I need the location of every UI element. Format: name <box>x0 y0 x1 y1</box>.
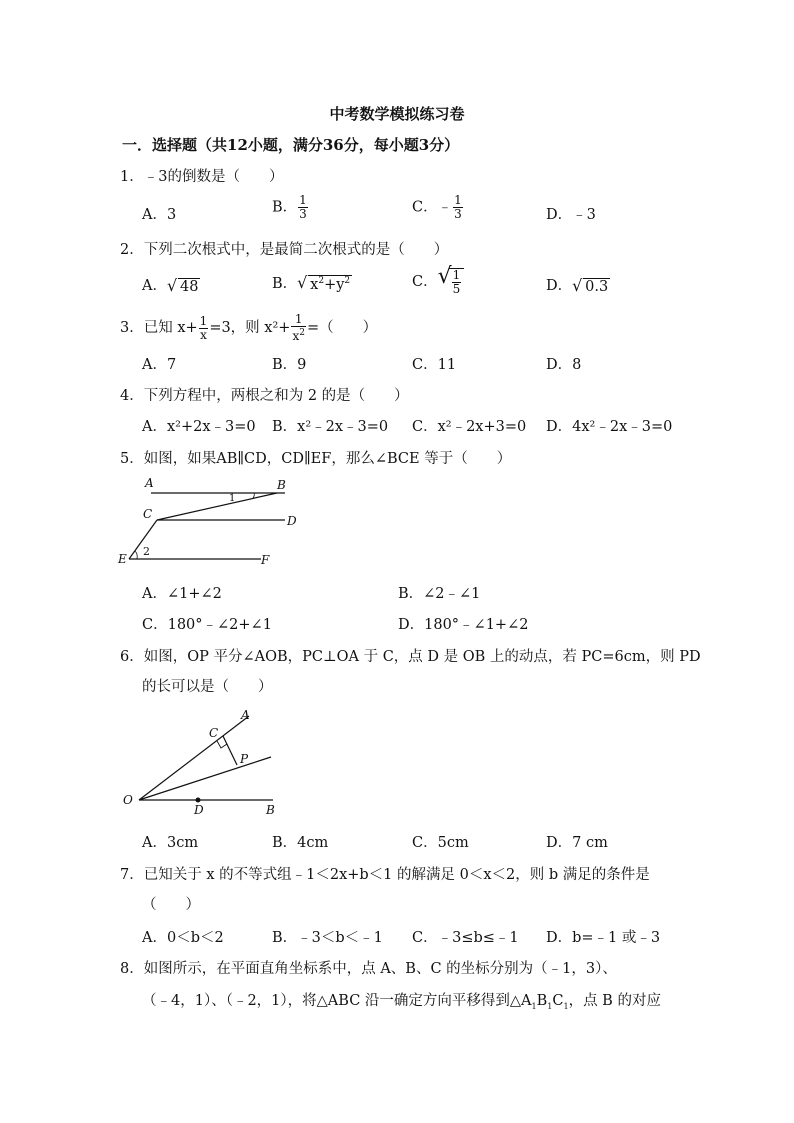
denominator-base: x <box>292 329 300 343</box>
stem-part: ，点 B 的对应 <box>568 993 661 1009</box>
label-d: D <box>287 514 297 528</box>
question-7-option-a: A．0＜b＜2 <box>142 930 224 946</box>
option-prefix: B． <box>272 199 298 216</box>
square-root <box>166 275 200 295</box>
question-1-option-c <box>412 194 464 221</box>
question-5-stem: 5．如图，如果AB∥CD，CD∥EF，那么∠BCE 等于（ ） <box>120 451 512 467</box>
denominator <box>291 326 306 343</box>
question-6-option-a: A．3cm <box>142 835 199 851</box>
question-3-option-a: A．7 <box>142 357 177 373</box>
question-5-option-b: B．∠2﹣∠1 <box>398 586 481 602</box>
question-2-option-c <box>412 264 464 296</box>
question-2-stem: 2．下列二次根式中，是最简二次根式的是（ ） <box>120 242 449 258</box>
numerator: 1 <box>199 313 208 328</box>
question-4-stem: 4．下列方程中，两根之和为 2 的是（ ） <box>120 388 409 404</box>
question-6-figure <box>115 702 290 820</box>
label-d: D <box>194 803 204 817</box>
ray-op <box>139 757 271 800</box>
question-6-option-d: D．7 cm <box>546 835 608 851</box>
exponent: 2 <box>318 276 325 287</box>
stem-part: C <box>552 993 564 1009</box>
question-3-option-c: C．11 <box>412 357 457 373</box>
option-prefix: C． <box>412 274 438 290</box>
label-o: O <box>123 793 133 807</box>
question-8-stem-line-1: 8．如图所示，在平面直角坐标系中，点 A、B、C 的坐标分别为（﹣1，3）、 <box>120 961 617 977</box>
option-prefix: D． <box>546 278 573 294</box>
label-a: A <box>145 476 154 490</box>
denominator: 3 <box>454 207 462 221</box>
denominator: x <box>200 327 207 342</box>
section-heading: 一．选择题（共12小题，满分36分，每小题3分） <box>122 136 460 154</box>
question-2-option-a <box>142 274 200 295</box>
exponent: 2 <box>344 276 351 287</box>
question-7-option-d: D．b=﹣1 或﹣3 <box>546 930 661 946</box>
exponent: 2 <box>299 328 305 338</box>
question-7-stem-line-1: 7．已知关于 x 的不等式组﹣1＜2x+b＜1 的解满足 0＜x＜2，则 b 满足的条件是 <box>120 867 650 883</box>
numerator: 1 <box>294 312 303 326</box>
question-5-option-c: C．180°﹣∠2+∠1 <box>142 617 272 633</box>
question-2-option-b <box>272 272 352 293</box>
question-2-option-d <box>546 274 610 295</box>
radicand: 48 <box>179 278 199 295</box>
page-title: 中考数学模拟练习卷 <box>329 105 465 123</box>
numerator: 1 <box>299 193 307 207</box>
radical-sign-icon: √ <box>572 275 583 295</box>
subscript: 1 <box>531 1001 537 1011</box>
denominator: 3 <box>299 207 307 221</box>
question-6-stem-line-1: 6．如图，OP 平分∠AOB，PC⊥OA 于 C，点 D 是 OB 上的动点，若 PC=6cm，则 PD <box>120 649 701 665</box>
label-p: P <box>240 752 249 766</box>
question-4-option-a: A．x²+2x﹣3=0 <box>142 419 256 435</box>
question-6-option-c: C．5cm <box>412 835 469 851</box>
radical-sign-icon: √ <box>297 273 308 293</box>
square-root <box>297 275 352 293</box>
label-angle-2: 2 <box>143 545 150 558</box>
option-prefix: C．﹣ <box>412 199 453 216</box>
label-b: B <box>266 803 275 817</box>
question-5-option-d: D．180°﹣∠1+∠2 <box>398 617 529 633</box>
label-angle-1: 1 <box>229 493 236 504</box>
stem-part: B <box>536 993 548 1009</box>
label-a: A <box>241 708 250 722</box>
radicand-y: +y <box>324 276 345 293</box>
square-root <box>572 275 610 295</box>
angle-2-arc <box>135 551 137 559</box>
radicand-x: x <box>310 276 319 293</box>
question-3-option-b: B．9 <box>272 357 307 373</box>
question-3-stem <box>120 313 377 343</box>
angle-1-arc <box>253 493 254 498</box>
fraction <box>453 194 463 221</box>
radical-sign-icon: √ <box>166 275 178 295</box>
question-7-option-c: C．﹣3≤b≤﹣1 <box>412 930 519 946</box>
question-1-option-a: A．3 <box>142 207 177 223</box>
label-c: C <box>209 726 219 740</box>
stem-part: 3．已知 x+ <box>120 320 198 336</box>
square-root <box>437 264 465 296</box>
radicand: 0.3 <box>585 278 609 295</box>
numerator: 1 <box>454 193 462 207</box>
option-prefix: B． <box>272 276 298 292</box>
point-d-icon <box>196 798 201 803</box>
question-5-option-a: A．∠1+∠2 <box>142 586 222 602</box>
radicand <box>308 275 352 293</box>
question-1-option-d: D．﹣3 <box>546 207 596 223</box>
stem-part: （﹣4，1）、（﹣2，1），将△ABC 沿一确定方向平移得到△A <box>142 993 532 1009</box>
fraction <box>291 313 306 343</box>
question-4-option-b: B．x²﹣2x﹣3=0 <box>272 419 389 435</box>
question-8-stem-line-2 <box>142 989 661 1011</box>
question-7-stem-line-2: （ ） <box>142 897 200 913</box>
label-e: E <box>118 552 127 566</box>
subscript: 1 <box>563 1001 569 1011</box>
label-f: F <box>261 553 270 567</box>
subscript: 1 <box>547 1001 553 1011</box>
question-1-stem: 1．﹣3的倒数是（ ） <box>120 169 284 185</box>
stem-part: =（ ） <box>306 320 378 336</box>
segment-cb <box>157 493 277 520</box>
question-6-option-b: B．4cm <box>272 835 329 851</box>
fraction <box>298 194 308 221</box>
fraction <box>452 269 462 296</box>
label-c: C <box>143 507 153 521</box>
question-3-option-d: D．8 <box>546 357 582 373</box>
stem-part: =3，则 x²+ <box>209 320 291 336</box>
radical-sign-icon: √ <box>437 264 452 289</box>
question-4-option-c: C．x²﹣2x+3=0 <box>412 419 527 435</box>
option-prefix: A． <box>142 278 167 294</box>
numerator: 1 <box>452 268 461 282</box>
question-1-option-b <box>272 194 309 221</box>
segment-pc <box>223 736 237 765</box>
question-7-option-b: B．﹣3＜b＜﹣1 <box>272 930 383 946</box>
label-b: B <box>277 478 286 492</box>
question-5-figure <box>115 474 315 570</box>
denominator: 5 <box>452 282 461 296</box>
fraction <box>199 315 209 342</box>
question-4-option-d: D．4x²﹣2x﹣3=0 <box>546 419 673 435</box>
question-6-stem-line-2: 的长可以是（ ） <box>142 679 273 695</box>
ray-oa <box>139 716 249 800</box>
